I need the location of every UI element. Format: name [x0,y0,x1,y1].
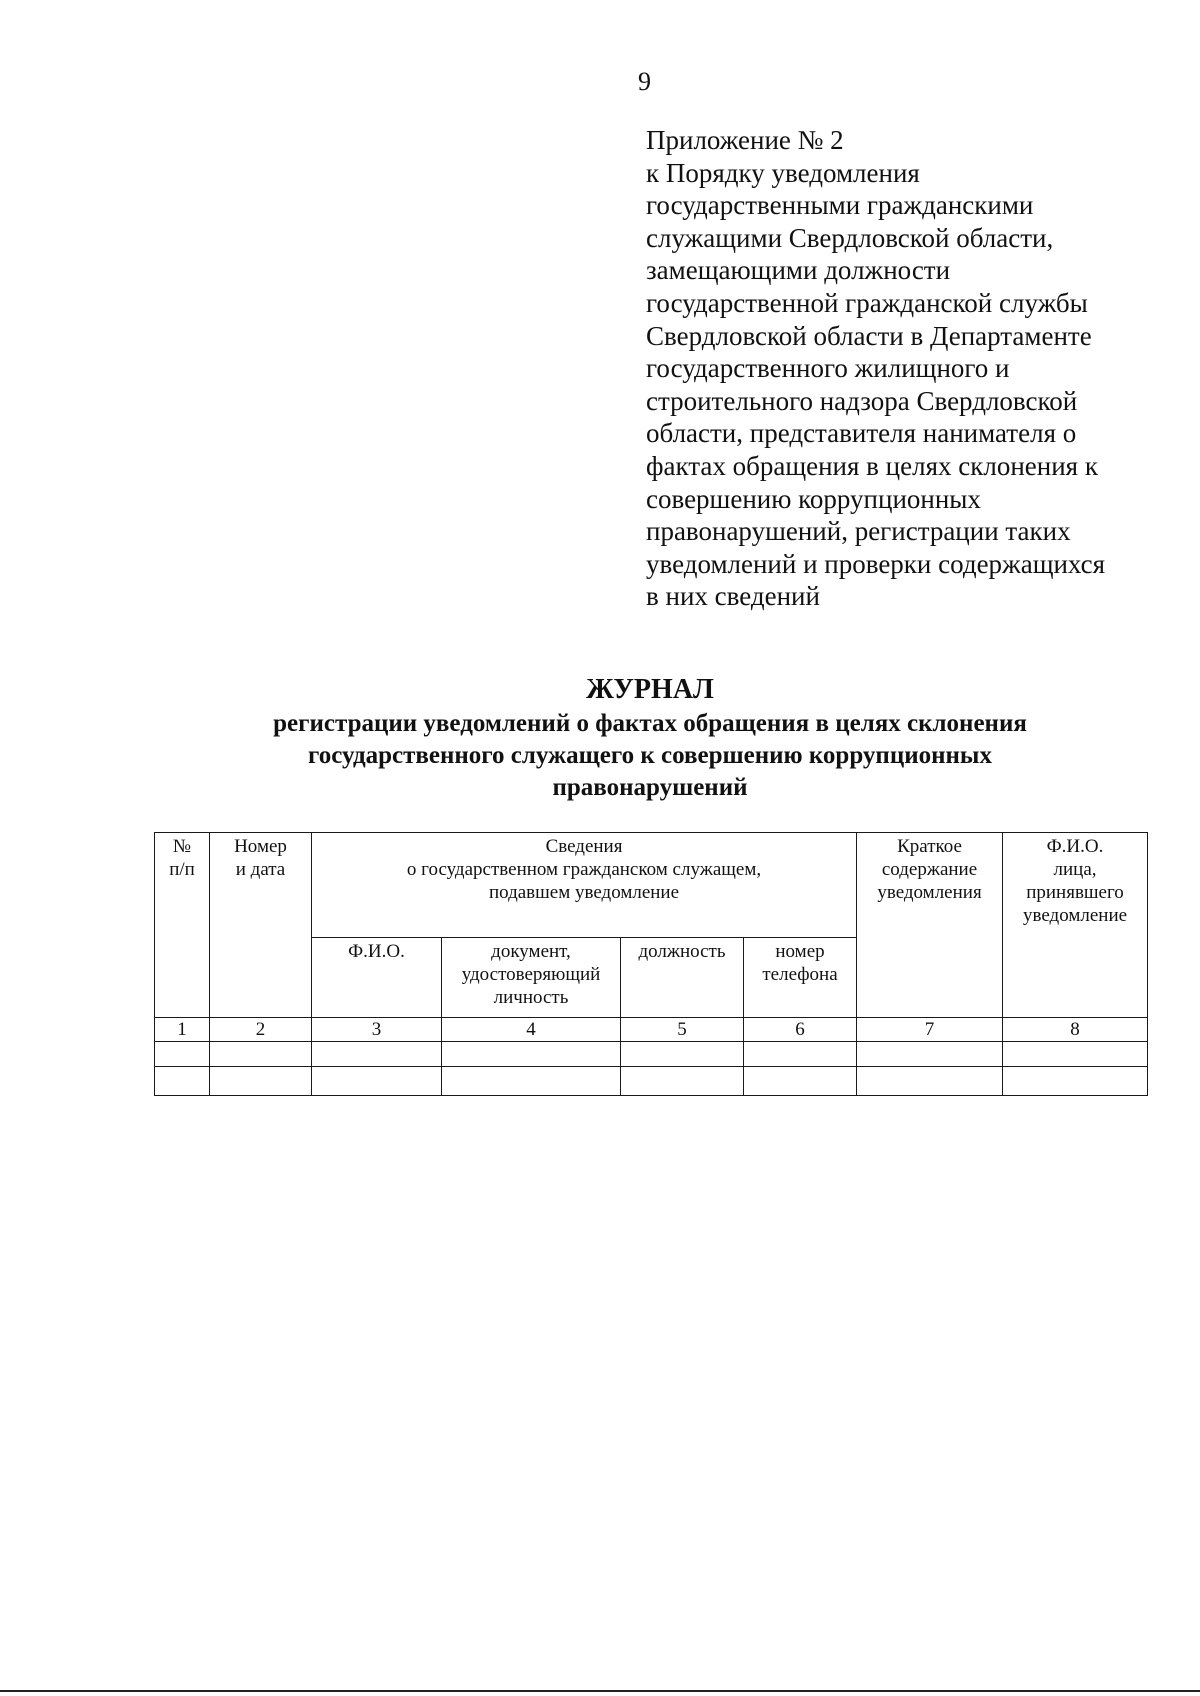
title-main: ЖУРНАЛ [586,674,714,705]
appendix-line: правонарушений, регистрации таких [646,516,1071,547]
table-cell [621,1042,744,1067]
header-cell-position: должность [621,938,744,1018]
column-number: 6 [744,1018,857,1042]
appendix-line: уведомлений и проверки содержащихся [646,548,1106,579]
header-cell-row-number: № п/п [155,833,210,1018]
title-sub-line: правонарушений [552,774,748,801]
header-cell-receiver: Ф.И.О. лица, принявшего уведомление [1003,833,1148,1018]
table-cell [1003,1067,1148,1096]
table-cell [442,1042,621,1067]
table-cell [210,1042,312,1067]
appendix-line: государственными гражданскими [646,190,1034,221]
column-number: 2 [210,1018,312,1042]
header-cell-number-date: Номер и дата [210,833,312,1018]
column-number-row [155,1018,1148,1042]
column-number: 8 [1003,1018,1148,1042]
table-cell [744,1042,857,1067]
header-cell-employee-info: Сведения о государственном гражданском служащем, подавшем уведомление [312,833,857,938]
table-cell [1003,1042,1148,1067]
table-cell [857,1067,1003,1096]
page-bottom-rule [0,1690,1200,1692]
journal-title [150,672,1150,804]
appendix-line: области, представителя нанимателя о [646,418,1077,449]
appendix-line: государственного жилищного и [646,353,1010,384]
appendix-line: Свердловской области в Департаменте [646,320,1092,351]
column-number: 4 [442,1018,621,1042]
appendix-line: совершению коррупционных [646,483,981,514]
header-cell-identity-document: документ, удостоверяющий личность [442,938,621,1018]
header-cell-summary: Краткое содержание уведомления [857,833,1003,1018]
table-cell [857,1042,1003,1067]
appendix-line: строительного надзора Свердловской [646,385,1078,416]
appendix-line: в них сведений [646,581,820,612]
column-number: 7 [857,1018,1003,1042]
header-cell-full-name: Ф.И.О. [312,938,442,1018]
appendix-line: фактах обращения в целях склонения к [646,450,1098,481]
journal-table [154,832,1148,1096]
appendix-note [646,124,1166,613]
column-number: 3 [312,1018,442,1042]
appendix-line: Приложение № 2 [646,125,844,155]
appendix-line: замещающими должности [646,255,951,286]
table-row [155,1067,1148,1096]
column-number: 5 [621,1018,744,1042]
appendix-line: к Порядку уведомления [646,157,920,188]
table-cell [312,1067,442,1096]
table-cell [155,1067,210,1096]
table-cell [155,1042,210,1067]
table-cell [744,1067,857,1096]
page-number: 9 [638,67,651,96]
appendix-line: служащими Свердловской области, [646,222,1054,253]
table-row [155,1042,1148,1067]
table-cell [210,1067,312,1096]
header-cell-phone: номер телефона [744,938,857,1018]
title-sub-line: государственного служащего к совершению коррупционных [308,742,992,769]
table-cell [312,1042,442,1067]
table-cell [442,1067,621,1096]
title-sub-line: регистрации уведомлений о фактах обращения в целях склонения [273,710,1027,737]
column-number: 1 [155,1018,210,1042]
table-cell [621,1067,744,1096]
appendix-line: государственной гражданской службы [646,287,1088,318]
